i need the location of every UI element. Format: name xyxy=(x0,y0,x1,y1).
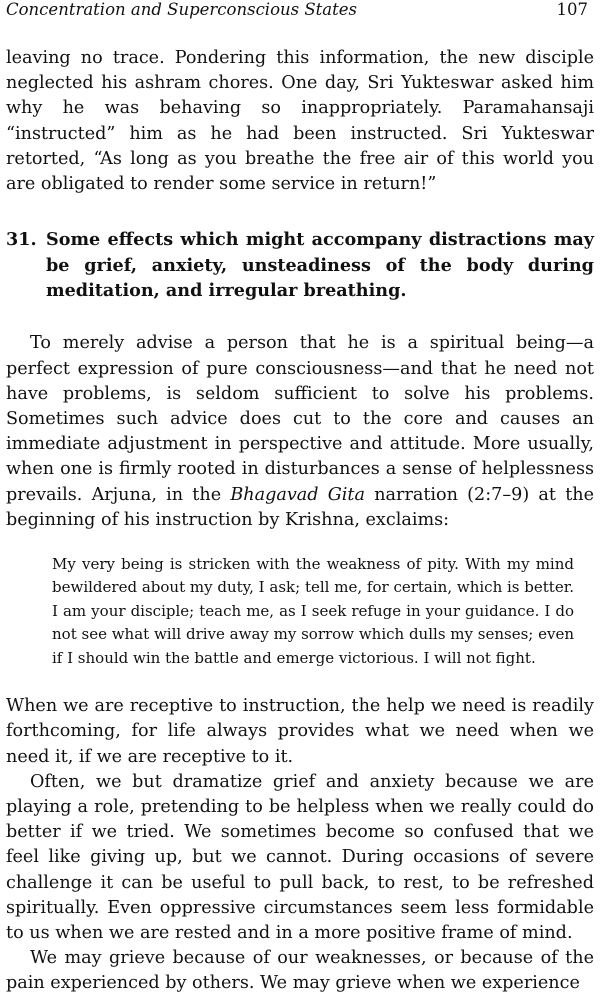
paragraph-1: leaving no trace. Pondering this information, the new disciple neglected his ashram chores. One day, Sri Yukteswar asked him why he was behaving so inappropriately. Paramahansaji “instructed” him as he had been instructed. Sri Yukteswar retorted, “As long as you breathe the free air of this world you are obligated to render some service in return!” xyxy=(6,48,594,195)
sutra-number: 31. xyxy=(6,229,37,251)
paragraph-4: Often, we but dramatize grief and anxiety because we are playing a role, pretending to be helpless when we really could do better if we tried. We sometimes become so confused that we feel like giving up, but we cannot. During occasions of severe challenge it can be useful to pull back, to rest, to be refreshed spiritually. Even oppressive circumstances seem less formidable to us when we are rested and in a more positive frame of mind. xyxy=(6,771,594,943)
paragraph-3: When we are receptive to instruction, the help we need is readily forthcoming, for life always provides what we need when we need it, if we are receptive to it. xyxy=(6,696,594,767)
paragraph-2 xyxy=(6,331,594,533)
block-quote: My very being is stricken with the weakness of pity. With my mind bewildered about my duty, I ask; tell me, for certain, which is better. I am your disciple; teach me, as I seek refuge in your guidance. I do not see what will drive away my sorrow which dulls my senses; even if I should win the battle and emerge victorious. I will not fight. xyxy=(52,555,574,667)
paragraph-2-text: To merely advise a person that he is a spiritual being—a perfect expression of pure consciousness—and that he need not have problems, is seldom sufficient to solve his problems. Sometimes such advice does cut to the core and causes an immediate adjustment in perspective and attitude. More usually, when one is firmly rooted in disturbances a sense of helplessness prevails. Arjuna, in the xyxy=(6,333,594,505)
running-title: Concentration and Superconscious States xyxy=(6,0,357,19)
book-title: Bhagavad Gita xyxy=(230,484,365,505)
page-body xyxy=(6,46,594,997)
sutra-text: Some effects which might accompany distractions may be grief, anxiety, unsteadiness of the body during meditation, and irregular breathing. xyxy=(46,229,594,302)
paragraph-2-end: narration (2:7–9) at the beginning of his instruction by Krishna, exclaims: xyxy=(6,484,595,530)
sutra-heading xyxy=(6,227,594,303)
page-number: 107 xyxy=(556,0,588,19)
page-header xyxy=(6,0,588,22)
paragraph-5: We may grieve because of our weaknesses, or because of the pain experienced by others. We may grieve when we experience xyxy=(6,948,594,994)
